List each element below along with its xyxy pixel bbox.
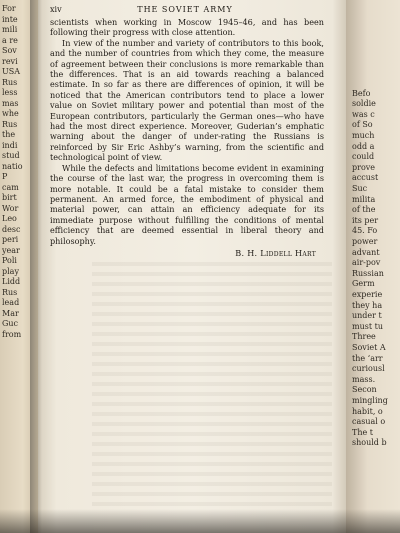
- right-page-fragment: they ha: [352, 300, 383, 310]
- left-page-fragment: P: [2, 172, 8, 181]
- right-page-fragment: of the: [352, 205, 376, 215]
- right-page-fragment: mingling: [352, 396, 388, 405]
- right-page-fragment: accust: [352, 173, 379, 183]
- left-page-fragment: Guc: [2, 319, 19, 328]
- left-page-fragment: Rus: [2, 287, 18, 297]
- right-page-fragment: Befo: [352, 88, 371, 98]
- paragraph-defects: While the defects and limitations become evident in examining the course of the last war, the progress in overcoming them is more notable. It could be a fatal mistake to consider them permanent. An armed force, the embodiment of physical and material power, can attain an efficiency adequate for its immediate purpose without fulfilling the conditions of mental efficiency that are deemed essential in liberal theory and philosophy.: [50, 162, 324, 246]
- left-page-fragment: lead: [2, 298, 20, 307]
- right-page-fragment: its per: [352, 215, 379, 225]
- left-page-fragment: stud: [2, 151, 20, 160]
- right-page-fragment: the ‘arr: [352, 353, 383, 363]
- right-page-fragment: much: [352, 131, 375, 140]
- left-page-fragment: a re: [2, 35, 18, 45]
- left-page-fragment: birt: [2, 193, 17, 202]
- left-page-fragment: Lidd: [2, 277, 21, 286]
- right-page-fragment: Germ: [352, 279, 375, 289]
- bottom-shadow: [0, 509, 400, 533]
- right-page-fragment: habit, o: [352, 406, 383, 416]
- left-page-fragment: USA: [2, 67, 20, 76]
- left-page-fragment: Sov: [2, 46, 17, 55]
- right-page-fragment: power: [352, 237, 378, 246]
- left-page-fragment: peri: [2, 235, 19, 244]
- paragraph-contributors: In view of the number and variety of contributors to this book, and the number of countries from which they come, the measure of agreement between their conclusions is more remarkable than the differences. That is an aid towards reaching a balanced estimate. In so far as there are differences of opinion, it will be noticed that the American contributors tend to place a lower value on Soviet military power and potential than most of the European contributors, particularly the German ones—who have had the most direct experience. Moreover, Guderian’s emphatic warning about the danger of under-rating the Russians is reinforced by Sir Eric Ashby’s warning, from the scientific and technological point of view.: [50, 37, 324, 163]
- right-page-fragment: Three: [352, 332, 376, 342]
- right-page-fragment: milita: [352, 194, 376, 204]
- left-page-fragment: indi: [2, 140, 18, 150]
- paragraph-continuation: scientists when working in Moscow 1945–46, and has been following their progress with close attention.: [50, 17, 324, 38]
- right-page-fragment: Secon: [352, 385, 377, 395]
- right-page-fragment: experie: [352, 290, 383, 299]
- right-page-fragment: odd a: [352, 141, 375, 151]
- left-page-fragment: desc: [2, 224, 21, 234]
- left-page-fragment: Poli: [2, 256, 17, 265]
- left-page-fragment: mili: [2, 25, 18, 34]
- right-page-fragment: air-pov: [352, 258, 381, 268]
- page-number: xiv: [50, 5, 62, 14]
- left-page-fragment: play: [2, 266, 19, 276]
- left-page-fragment: the: [2, 130, 16, 139]
- left-page-fragment: natio: [2, 161, 23, 171]
- right-page-fragment: of So: [352, 120, 373, 130]
- left-page-fragment: mas: [2, 98, 19, 108]
- right-page-fragment: casual o: [352, 417, 386, 427]
- left-page-fragment: year: [2, 245, 20, 255]
- author-signature: B. H. Liddell Hart: [235, 247, 316, 258]
- right-page-fragment: 45. Fo: [352, 226, 378, 236]
- right-page-fragment: Russian: [352, 268, 384, 278]
- right-page-fragment: Suc: [352, 184, 368, 193]
- left-page-fragment: less: [2, 88, 18, 97]
- right-page-fragment: curiousl: [352, 364, 385, 374]
- right-page: [346, 0, 400, 533]
- left-page-fragment: Leo: [2, 214, 17, 223]
- left-page-fragment: Rus: [2, 77, 18, 87]
- right-page-fragment: mass.: [352, 374, 376, 384]
- right-page-fragment: under t: [352, 311, 382, 321]
- left-page-fragment: inte: [2, 14, 18, 24]
- right-page-fragment: advant: [352, 247, 380, 257]
- right-page-fragment: The t: [352, 427, 373, 437]
- left-page-fragment: Mar: [2, 308, 19, 318]
- right-page-fragment: soldie: [352, 99, 376, 109]
- left-page-fragment: from: [2, 329, 22, 339]
- right-page-fragment: Soviet A: [352, 343, 386, 352]
- page-header: [50, 5, 320, 17]
- left-page-fragment: Rus: [2, 119, 18, 129]
- gutter-shadow: [30, 0, 42, 533]
- show-through-text: [92, 262, 332, 512]
- left-page-fragment: whe: [2, 109, 19, 118]
- right-page-fragment: could: [352, 152, 375, 162]
- right-page-fragment: should b: [352, 438, 387, 448]
- left-page-fragment: For: [2, 4, 16, 13]
- right-page-fragment: was c: [352, 109, 375, 119]
- running-head: THE SOVIET ARMY: [137, 5, 233, 14]
- body-text: [50, 17, 324, 258]
- left-page-fragment: revi: [2, 56, 18, 66]
- left-page-fragment: Wor: [2, 203, 19, 213]
- right-page-fragment: prove: [352, 162, 376, 172]
- right-page-fragment: must tu: [352, 321, 383, 331]
- left-page-fragment: cam: [2, 182, 19, 192]
